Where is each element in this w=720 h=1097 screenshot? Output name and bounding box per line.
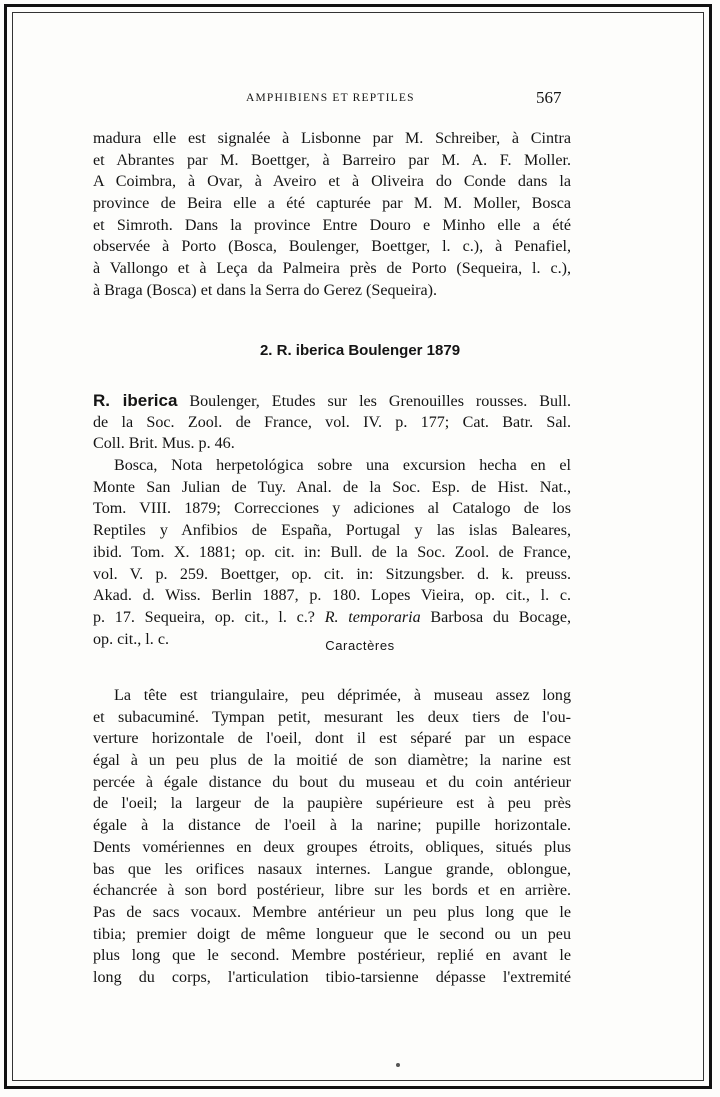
citation-text: p. 17. Sequeira, op. cit., l. c.? — [93, 608, 325, 626]
paragraph-characters — [93, 685, 571, 989]
text-line: Dents vomériennes en deux groupes étroits, obliques, situés plus — [93, 838, 571, 856]
text-line: échancrée à son bord postérieur, libre sur les bords et en arrière. — [93, 882, 571, 900]
text-line: tibia; premier doigt de même longueur que le second ou un peu — [93, 925, 571, 943]
text-line: observée à Porto (Bosca, Boulenger, Boettger, l. c.), à Penafiel, — [93, 238, 571, 256]
running-head-title: AMPHIBIENS ET REPTILES — [246, 92, 415, 104]
text-line: à Vallongo et à Leça da Palmeira près de Porto (Sequeira, l. c.), — [93, 260, 571, 278]
ink-speck — [396, 1063, 400, 1067]
text-line: bas que les orifices nasaux internes. Langue grande, oblongue, — [93, 860, 571, 878]
text-line: Pas de sacs vocaux. Membre antérieur un peu plus long que le — [93, 903, 571, 921]
text-line: La tête est triangulaire, peu déprimée, à museau assez long — [114, 687, 571, 704]
text-line: égal à un peu plus de la moitié de son diamètre; la narine est — [93, 752, 571, 770]
paragraph-distribution — [93, 128, 571, 302]
text-line: Akad. d. Wiss. Berlin 1887, p. 180. Lopes Vieira, op. cit., l. c. — [93, 587, 571, 605]
species-name: R. iberica — [93, 391, 178, 410]
page-number: 567 — [536, 88, 562, 107]
text-line: verture horizontale de l'oeil, dont il est séparé par un espace — [93, 730, 571, 748]
text-line: A Coimbra, à Ovar, à Aveiro et à Oliveira do Conde dans la — [93, 173, 571, 191]
text-line: ibid. Tom. X. 1881; op. cit. in: Bull. de la Soc. Zool. de France, — [93, 543, 571, 561]
section-heading: Caractères — [325, 638, 395, 653]
italic-species-name: R. temporaria — [324, 608, 421, 626]
text-line: à Braga (Bosca) et dans la Serra do Gerez (Sequeira). — [93, 281, 438, 299]
text-line: Tom. VIII. 1879; Correcciones y adiciones al Catalogo de los — [93, 500, 571, 518]
synonymy-block — [93, 390, 571, 650]
text-line: plus long que le second. Membre postérieur, replié en avant le — [93, 947, 571, 965]
text-line: Monte San Julian de Tuy. Anal. de la Soc. Esp. de Hist. Nat., — [93, 478, 571, 496]
text-line: long du corps, l'articulation tibio-tarsienne dépasse l'extremité — [93, 968, 571, 986]
text-line: percée à égale distance du bout du museau et du coin antérieur — [93, 773, 571, 791]
text-line: égale à la distance de l'oeil à la narine; pupille horizontale. — [93, 817, 571, 835]
text-line — [93, 390, 571, 412]
text-line: de la Soc. Zool. de France, vol. IV. p. 177; Cat. Batr. Sal. — [93, 413, 571, 431]
text-line: madura elle est signalée à Lisbonne par M. Schreiber, à Cintra — [93, 130, 571, 147]
text-line: Bosca, Nota herpetológica sobre una excursion hecha en el — [114, 457, 571, 475]
text-line: Coll. Brit. Mus. p. 46. — [93, 435, 235, 453]
text-line: op. cit., l. c. — [93, 630, 169, 648]
text-line: province de Beira elle a été capturée par M. M. Moller, Bosca — [93, 195, 571, 213]
text-line: et Simroth. Dans la province Entre Douro e Minho elle a été — [93, 216, 571, 234]
text-line: Reptiles y Anfibios de España, Portugal y las islas Baleares, — [93, 522, 571, 540]
species-heading: 2. R. iberica Boulenger 1879 — [259, 342, 461, 359]
text-line: vol. V. p. 259. Boettger, op. cit. in: Sitzungsber. d. k. preuss. — [93, 565, 571, 583]
text-line — [93, 607, 571, 629]
citation-text: Boulenger, Etudes sur les Grenouilles rousses. Bull. — [177, 393, 571, 410]
text-line: de l'oeil; la largeur de la paupière supérieure est à peu près — [93, 795, 571, 813]
text-line: et subacuminé. Tympan petit, mesurant les deux tiers de l'ou- — [93, 708, 571, 726]
citation-text: Barbosa du Bocage, — [420, 608, 572, 626]
running-head — [0, 88, 720, 110]
text-line: et Abrantes par M. Boettger, à Barreiro par M. A. F. Moller. — [93, 151, 571, 169]
